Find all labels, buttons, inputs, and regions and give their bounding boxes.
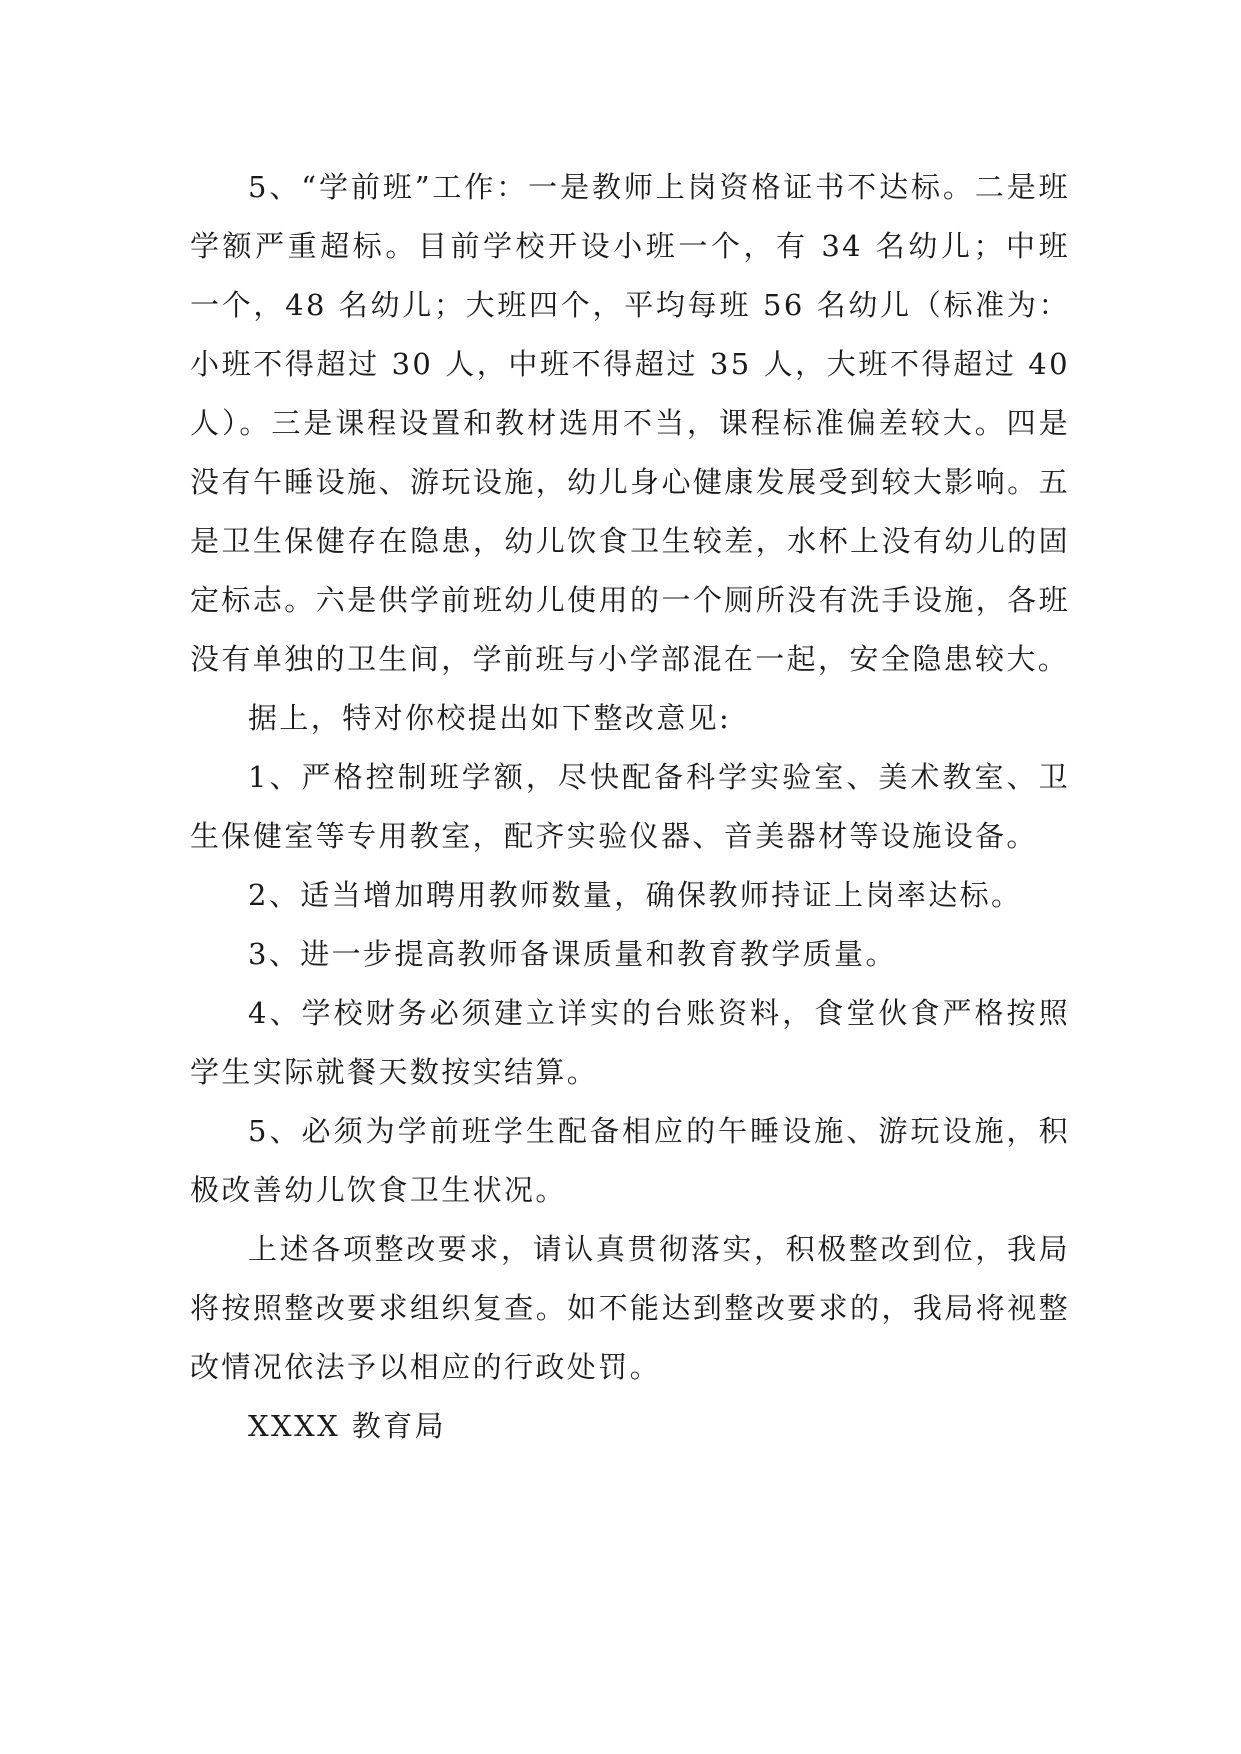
document-body: [190, 158, 1070, 1456]
paragraph-item-4: 4、学校财务必须建立详实的台账资料，食堂伙食严格按照学生实际就餐天数按实结算。: [190, 996, 1070, 1089]
paragraph-item-5: 5、必须为学前班学生配备相应的午睡设施、游玩设施，积极改善幼儿饮食卫生状况。: [190, 1114, 1070, 1207]
paragraph-item-1: 1、严格控制班学额，尽快配备科学实验室、美术教室、卫生保健室等专用教室，配齐实验仪器、音美器材等设施设备。: [190, 760, 1070, 853]
paragraph-preschool-issues: 5、“学前班”工作：一是教师上岗资格证书不达标。二是班学额严重超标。目前学校开设小班一个，有 34 名幼儿；中班一个，48 名幼儿；大班四个，平均每班 56 名幼儿（标准为：小班不得超过 30 人，中班不得超过 35 人，大班不得超过 40 人）。三是课程设置和教材选用不当，课程标准偏差较大。四是没有午睡设施、游玩设施，幼儿身心健康发展受到较大影响。五是卫生保健存在隐患，幼儿饮食卫生较差，水杯上没有幼儿的固定标志。六是供学前班幼儿使用的一个厕所没有洗手设施，各班没有单独的卫生间，学前班与小学部混在一起，安全隐患较大。: [190, 170, 1070, 676]
paragraph-closing: 上述各项整改要求，请认真贯彻落实，积极整改到位，我局将按照整改要求组织复查。如不能达到整改要求的，我局将视整改情况依法予以相应的行政处罚。: [190, 1232, 1070, 1384]
paragraph-item-3: 3、进一步提高教师备课质量和教育教学质量。: [248, 937, 897, 971]
signature-issuer: XXXX 教育局: [248, 1409, 447, 1443]
paragraph-item-2: 2、适当增加聘用教师数量，确保教师持证上岗率达标。: [248, 878, 1023, 912]
paragraph-rectification-intro: 据上，特对你校提出如下整改意见:: [248, 701, 732, 735]
